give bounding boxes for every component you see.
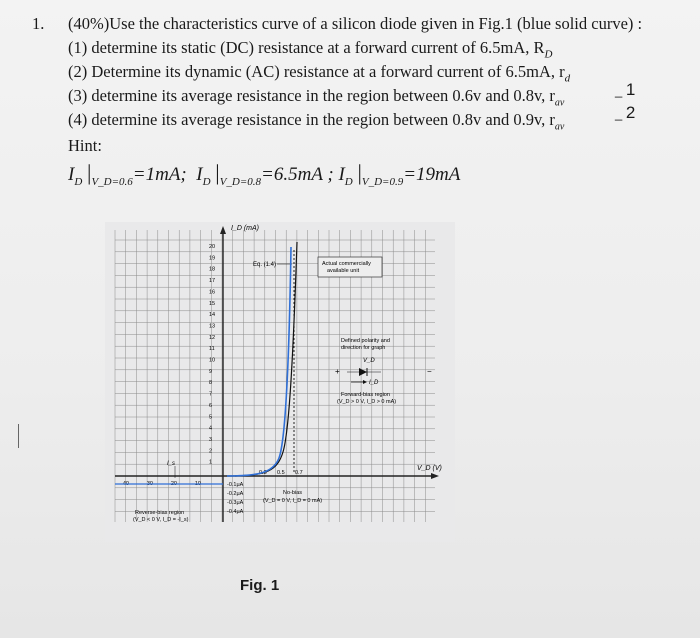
nobias-cond: (V_D = 0 V, I_D = 0 mA) [263,498,323,504]
x-pos-tick-label: 0.7 [295,470,303,476]
x-neg-tick-label: -30 [145,481,153,487]
svg-text:V_D: V_D [363,358,375,364]
diode-characteristic-figure [105,222,455,542]
y-axis-label: I_D (mA) [231,225,259,232]
handwritten-mark-2: _ 2 [615,103,636,122]
nobias-label: No-bias [283,490,302,496]
neg-current-label: -0.4μA [227,509,244,515]
svg-text:+: + [335,367,340,376]
part-sub: d [564,72,571,85]
part-text: (2) Determine its dynamic (AC) resistance at a forward current of 6.5mA, r [68,62,565,81]
y-tick-label: 14 [209,312,216,319]
y-tick-label: 10 [209,357,216,364]
x-neg-tick-label: -20 [169,481,177,487]
x-axis-label: V_D (V) [417,465,442,472]
question-part-3 [68,86,564,108]
forward-cond: (V_D > 0 V, I_D > 0 mA) [337,399,397,405]
neg-current-label: -0.1μA [227,482,244,488]
polarity-label: Defined polarity and direction for graph [341,338,390,351]
svg-text:I_D: I_D [369,380,379,386]
x-pos-tick-label: 0.5 [277,470,285,476]
y-tick-label: 15 [209,300,216,307]
x-neg-tick-label: -10 [193,481,201,487]
y-tick-label: 5 [209,414,213,421]
y-tick-label: 8 [209,380,213,387]
y-tick-label: 19 [209,255,216,262]
y-tick-label: 20 [209,244,216,250]
figure-caption: Fig. 1 [240,577,280,594]
handwritten-mark-1: _ 1 [615,80,636,99]
question-part-2 [68,62,570,84]
part-sub: av [554,121,565,133]
eq-label: Eq. (1.4) [253,262,277,268]
forward-label: Forward-bias region [341,392,390,398]
part-sub: D [544,48,553,61]
y-tick-label: 9 [209,368,213,375]
y-tick-label: 7 [209,391,213,398]
part-sub: av [554,97,565,109]
x-neg-tick-label: -40 [121,481,129,487]
x-pos-tick-label: 0.3 [259,470,267,476]
question-intro: (40%)Use the characteristics curve of a silicon diode given in Fig.1 (blue solid curve) : [68,14,643,33]
y-tick-label: 3 [209,436,213,443]
y-tick-label: 17 [209,278,216,285]
is-label: I_s [167,461,176,467]
neg-current-label: -0.3μA [227,500,244,506]
commercial-label: Actual commercially available unit [322,261,371,274]
question-part-4 [68,110,564,132]
part-text: (3) determine its average resistance in the region between 0.6v and 0.8v, r [68,86,555,105]
question-part-1 [68,38,552,60]
hint-label: Hint: [68,136,102,155]
y-tick-label: 13 [209,323,216,330]
y-tick-label: 16 [209,289,216,296]
y-tick-label: 18 [209,266,216,273]
y-tick-label: 11 [209,346,215,353]
y-tick-label: 4 [209,425,213,432]
reverse-label: Reverse-bias region [135,510,185,516]
neg-current-label: -0.2μA [227,491,244,497]
y-tick-label: 1 [209,459,213,466]
part-text: (4) determine its average resistance in the region between 0.8v and 0.9v, r [68,110,555,129]
question-number: 1. [32,14,45,33]
svg-text:−: − [427,367,432,376]
y-tick-label: 12 [209,334,216,341]
hint-formula: $I_D$ $|_{V\_D=0.6}=1mA$; $I_D$ $|_{V\_D=0.8}=6.5mA$ ; $I_D$ $|_{V\_D=0.9}=19mA$ [68,160,461,188]
part-text: (1) determine its static (DC) resistance at a forward current of 6.5mA, R [68,38,545,57]
page-edge-mark [18,424,19,448]
reverse-cond: (V_D < 0 V, I_D = -I_s) [133,517,189,523]
y-tick-label: 2 [209,448,213,455]
y-tick-label: 6 [209,402,213,409]
